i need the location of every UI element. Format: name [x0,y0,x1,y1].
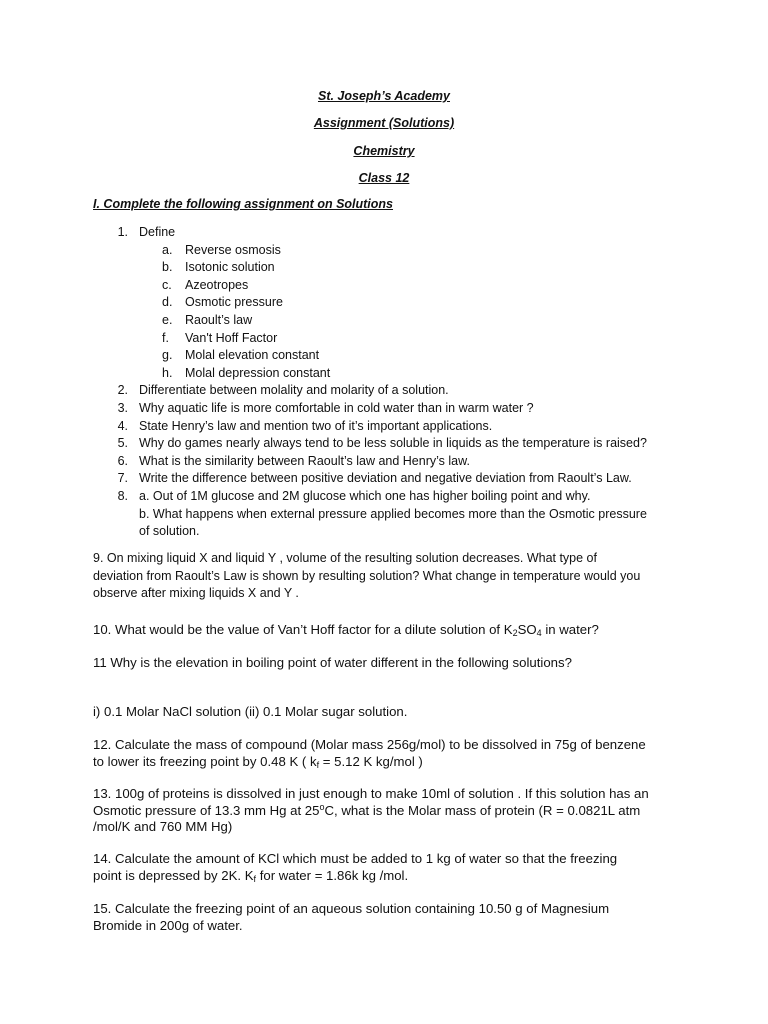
question-text: Write the difference between positive deviation and negative deviation from Raoult’s Law. [139,471,632,486]
question-12 [93,737,693,770]
sub-list-item [0,312,768,330]
assignment-title: Assignment (Solutions) [313,116,455,130]
sub-letter: e. [162,312,173,327]
question-text: 14. Calculate the amount of KCl which must be added to 1 kg of water so that the freezing [93,851,618,866]
question-text: 13. 100g of proteins is dissolved in just enough to make 10ml of solution . If this solution has an [93,786,649,801]
sub-letter: g. [162,348,173,363]
question-14 [93,851,693,884]
sub-letter: h. [162,365,173,380]
list-item [0,224,768,242]
question-text: 12. Calculate the mass of compound (Molar mass 256g/mol) to be dissolved in 75g of benzene [93,737,646,752]
question-text [93,868,693,885]
sub-list-item [0,330,768,348]
text-part: point is depressed by 2K. K [93,867,254,883]
question-11-options: i) 0.1 Molar NaCl solution (ii) 0.1 Molar sugar solution. [93,704,408,719]
question-text: What is the similarity between Raoult’s law and Henry’s law. [139,453,470,468]
list-item-continuation [0,523,768,541]
question-text: Define [139,225,176,239]
sub-letter: f. [162,330,169,345]
sub-list-item [0,242,768,260]
question-13 [93,786,693,836]
superscript: o [319,801,325,812]
list-item [0,382,768,400]
list-item [0,435,768,453]
question-text: Differentiate between molality and molarity of a solution. [139,383,449,398]
sub-text: Osmotic pressure [185,295,283,310]
question-text: 10. What would be the value of Van’t Hoff factor for a dilute solution of K [93,622,513,637]
question-text [93,754,693,771]
question-number: 3. [117,400,128,415]
list-item [0,418,768,436]
question-text: of solution. [139,524,200,539]
list-item-continuation [0,506,768,524]
sub-letter: a. [162,242,173,257]
sub-list-item [0,259,768,277]
question-text: Why do games nearly always tend to be less soluble in liquids as the temperature is raised? [139,436,647,451]
sub-list-item [0,365,768,383]
question-text: b. What happens when external pressure applied becomes more than the Osmotic pressure [139,506,647,521]
class-title: Class 12 [358,171,410,185]
text-part: C, what is the Molar mass of protein (R = 0.0821L atm [324,802,641,818]
question-number: 1. [117,225,128,239]
list-item [0,470,768,488]
sub-text: Raoult’s law [185,312,253,327]
question-10 [93,622,693,639]
question-number: 8. [117,488,128,503]
subscript: f [253,873,257,884]
text-part: = 5.12 K kg/mol ) [319,753,423,769]
question-text: 9. On mixing liquid X and liquid Y , volume of the resulting solution decreases. What type of [93,551,597,565]
sub-list-item [0,277,768,295]
question-text: 15. Calculate the freezing point of an aqueous solution containing 10.50 g of Magnesium [93,901,610,916]
question-text: a. Out of 1M glucose and 2M glucose which one has higher boiling point and why. [139,488,591,503]
question-9 [93,550,673,603]
question-list [0,224,768,541]
list-item [0,400,768,418]
sub-letter: c. [162,277,172,292]
sub-text: Azeotropes [185,277,249,292]
list-item [0,453,768,471]
question-text: State Henry’s law and mention two of it’s important applications. [139,418,493,433]
sub-list-item [0,294,768,312]
subject-title: Chemistry [353,144,415,158]
question-15 [93,901,693,934]
subscript: 2 [512,628,518,638]
sub-list-item [0,347,768,365]
sub-text: Molal depression constant [185,365,331,380]
sub-letter: d. [162,295,173,310]
text-part: to lower its freezing point by 0.48 K ( k [93,753,317,769]
question-number: 5. [117,436,128,451]
sub-letter: b. [162,260,173,275]
school-name: St. Joseph’s Academy [317,89,450,103]
sub-text: Molal elevation constant [185,348,320,363]
question-number: 6. [117,453,128,468]
sub-text: Van't Hoff Factor [185,330,278,345]
subscript: f [316,759,320,770]
question-text: /mol/K and 760 MM Hg) [93,819,233,834]
question-number: 2. [117,383,128,398]
sub-text: Reverse osmosis [185,242,281,257]
list-item [0,488,768,506]
question-text: SO [517,622,537,637]
assignment-instruction: I. Complete the following assignment on Solutions [93,197,394,211]
question-text: Why aquatic life is more comfortable in cold water than in warm water ? [139,400,534,415]
question-text: observe after mixing liquids X and Y . [93,586,299,601]
question-text: deviation from Raoult’s Law is shown by resulting solution? What change in temperature would you [93,568,641,583]
question-number: 4. [117,418,128,433]
question-text [93,803,693,820]
question-11: 11 Why is the elevation in boiling point of water different in the following solutions? [93,655,572,670]
sub-text: Isotonic solution [185,260,275,275]
text-part: Osmotic pressure of 13.3 mm Hg at 25 [93,802,320,818]
text-part: for water = 1.86k kg /mol. [256,867,409,883]
subscript: 4 [536,628,542,638]
question-text: in water? [541,622,599,637]
question-number: 7. [117,471,128,486]
question-text: Bromide in 200g of water. [93,917,243,933]
